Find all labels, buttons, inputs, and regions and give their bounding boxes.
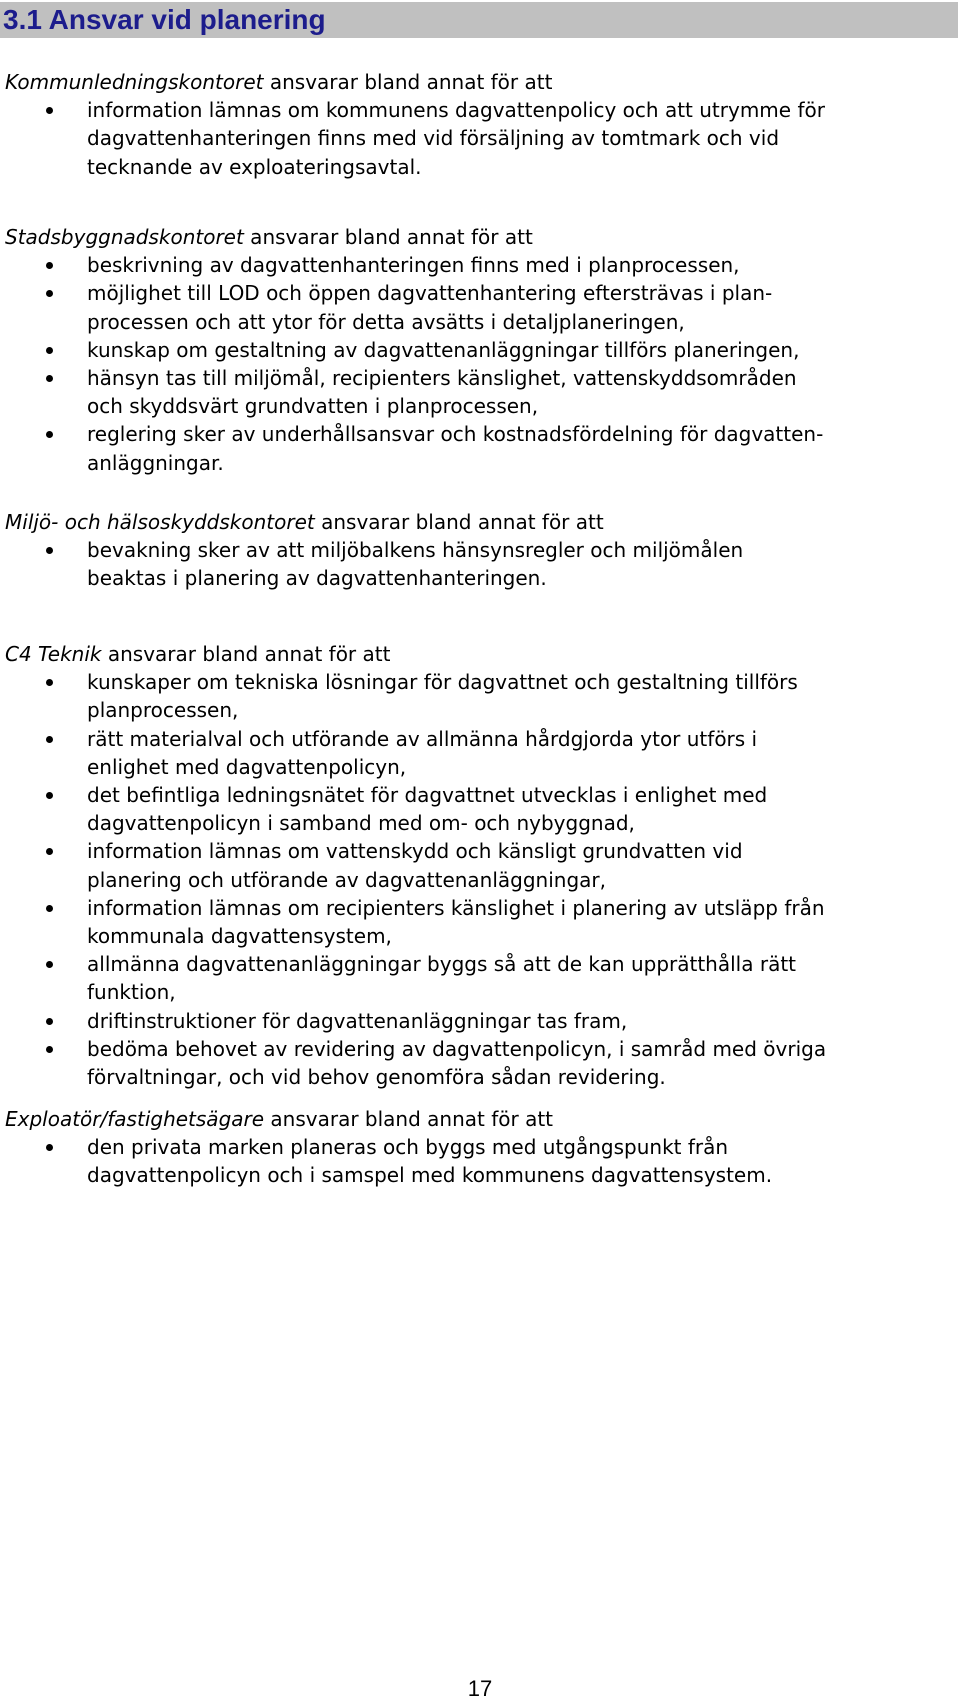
list-item-line: driftinstruktioner för dagvattenanläggningar tas fram, [87,1008,628,1033]
responsibility-section [5,223,955,477]
bullet-icon [46,290,53,297]
responsibility-list [5,251,955,477]
organization-name: Stadsbyggnadskontoret [5,225,244,249]
responsibility-list [5,536,955,592]
list-item-line: information lämnas om vattenskydd och känsligt grundvatten vid [87,839,743,864]
bullet-icon [46,679,53,686]
list-item-line: och skyddsvärt grundvatten i planprocessen, [87,394,539,419]
list-item-line: planprocessen, [87,698,239,723]
list-item-line: möjlighet till LOD och öppen dagvattenhantering eftersträvas i plan- [87,281,773,306]
list-item [5,536,955,592]
list-item-line: rätt materialval och utförande av allmänna hårdgjorda ytor utförs i [87,726,758,751]
organization-name: Miljö- och hälsoskyddskontoret [5,510,315,534]
responsibility-section [5,640,955,1091]
lead-text: ansvarar bland annat för att [101,642,391,666]
list-item [5,1007,955,1035]
list-item [5,336,955,364]
list-item-line: förvaltningar, och vid behov genomföra sådan revidering. [87,1065,666,1090]
section-heading: 3.1 Ansvar vid planering [3,4,326,35]
bullet-icon [46,375,53,382]
section-lead [5,223,955,251]
list-item [5,725,955,781]
list-item-line: dagvattenpolicyn och i samspel med kommunens dagvattensystem. [87,1163,773,1188]
lead-text: ansvarar bland annat för att [264,1107,554,1131]
section-lead [5,68,955,96]
organization-name: Kommunledningskontoret [5,70,264,94]
list-item [5,837,955,893]
bullet-icon [46,262,53,269]
bullet-icon [46,736,53,743]
list-item-line: det befintliga ledningsnätet för dagvattnet utvecklas i enlighet med [87,783,768,808]
list-item-line: allmänna dagvattenanläggningar byggs så att de kan upprätthålla rätt [87,952,797,977]
section-lead [5,1105,955,1133]
list-item-line: reglering sker av underhållsansvar och kostnadsfördelning för dagvatten- [87,422,824,447]
responsibility-list [5,1133,955,1189]
list-item-line: dagvattenhanteringen finns med vid försäljning av tomtmark och vid [87,126,780,151]
list-item-line: bevakning sker av att miljöbalkens hänsynsregler och miljömålen [87,538,744,563]
list-item-line: dagvattenpolicyn i samband med om- och nybyggnad, [87,811,635,836]
list-item [5,668,955,724]
bullet-icon [46,547,53,554]
list-item-line: planering och utförande av dagvattenanläggningar, [87,867,606,892]
list-item-line: bedöma behovet av revidering av dagvattenpolicyn, i samråd med övriga [87,1036,827,1061]
responsibility-list [5,668,955,1091]
bullet-icon [46,848,53,855]
responsibility-section [5,68,955,181]
list-item [5,279,955,335]
bullet-icon [46,1144,53,1151]
list-item-line: den privata marken planeras och byggs med utgångspunkt från [87,1135,729,1160]
list-item-line: processen och att ytor för detta avsätts i detaljplaneringen, [87,309,685,334]
bullet-icon [46,1018,53,1025]
bullet-icon [46,905,53,912]
list-item [5,1133,955,1189]
bullet-icon [46,431,53,438]
organization-name: Exploatör/fastighetsägare [5,1107,265,1131]
list-item-line: kunskap om gestaltning av dagvattenanläggningar tillförs planeringen, [87,337,800,362]
bullet-icon [46,347,53,354]
list-item-line: enlighet med dagvattenpolicyn, [87,754,407,779]
section-lead [5,640,955,668]
list-item-line: tecknande av exploateringsavtal. [87,154,422,179]
list-item-line: information lämnas om recipienters känslighet i planering av utsläpp från [87,895,825,920]
list-item [5,251,955,279]
lead-text: ansvarar bland annat för att [243,225,533,249]
list-item [5,96,955,181]
list-item-line: kunskaper om tekniska lösningar för dagvattnet och gestaltning tillförs [87,670,798,695]
bullet-icon [46,107,53,114]
list-item [5,364,955,420]
list-item [5,781,955,837]
list-item-line: funktion, [87,980,176,1005]
lead-text: ansvarar bland annat för att [314,510,604,534]
list-item [5,420,955,476]
list-item-line: information lämnas om kommunens dagvattenpolicy och att utrymme för [87,98,825,123]
responsibility-section [5,508,955,593]
bullet-icon [46,1046,53,1053]
list-item [5,1035,955,1091]
bullet-icon [46,792,53,799]
lead-text: ansvarar bland annat för att [263,70,553,94]
list-item-line: anläggningar. [87,450,224,475]
responsibility-list [5,96,955,181]
list-item [5,950,955,1006]
bullet-icon [46,961,53,968]
responsibility-section [5,1105,955,1190]
page-number: 17 [467,1676,493,1701]
list-item-line: beaktas i planering av dagvattenhanteringen. [87,566,547,591]
organization-name: C4 Teknik [5,642,102,666]
list-item-line: kommunala dagvattensystem, [87,924,392,949]
list-item-line: hänsyn tas till miljömål, recipienters känslighet, vattenskyddsområden [87,366,797,391]
section-lead [5,508,955,536]
list-item-line: beskrivning av dagvattenhanteringen finns med i planprocessen, [87,253,740,278]
list-item [5,894,955,950]
